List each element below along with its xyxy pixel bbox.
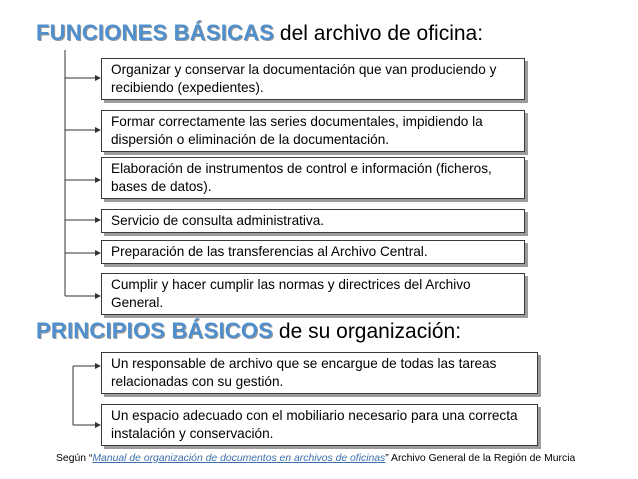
connector-functions-1: [65, 75, 101, 81]
principle-box-1: Un responsable de archivo que se encargue de todas las tareas relacionadas con su gestión.: [101, 352, 538, 394]
function-box-6: Cumplir y hacer cumplir las normas y directrices del Archivo General.: [101, 273, 525, 315]
section-principles-heading: [36, 320, 461, 342]
connector-functions-2: [65, 127, 101, 133]
connector-functions-5: [65, 250, 101, 256]
function-box-4: Servicio de consulta administrativa.: [101, 209, 525, 233]
function-box-2: Formar correctamente las series documentales, impidiendo la dispersión o eliminación de la documentación.: [101, 110, 525, 152]
connector-principles-2: [73, 422, 101, 428]
section-principles-title-rest: de su organización:: [273, 320, 462, 343]
function-box-1: Organizar y conservar la documentación que van produciendo y recibiendo (expedientes).: [101, 58, 525, 100]
function-box-3: Elaboración de instrumentos de control e información (ficheros, bases de datos).: [101, 157, 525, 199]
citation-prefix: Según “: [56, 453, 93, 464]
source-citation: [56, 453, 575, 464]
section-functions-title-accent: FUNCIONES BÁSICAS: [36, 20, 275, 45]
section-functions-heading: [36, 22, 483, 44]
connector-principles-1: [73, 363, 101, 369]
citation-suffix: ” Archivo General de la Región de Murcia: [385, 453, 576, 464]
section-principles-title-accent: PRINCIPIOS BÁSICOS: [36, 318, 274, 343]
principle-box-2: Un espacio adecuado con el mobiliario necesario para una correcta instalación y conservación.: [101, 404, 538, 446]
section-functions-title-rest: del archivo de oficina:: [274, 22, 484, 45]
connector-functions-6: [65, 293, 101, 299]
connector-functions-4: [65, 217, 101, 223]
connector-functions-3: [65, 177, 101, 183]
citation-link[interactable]: Manual de organización de documentos en archivos de oficinas: [92, 453, 386, 464]
function-box-5: Preparación de las transferencias al Archivo Central.: [101, 240, 525, 264]
